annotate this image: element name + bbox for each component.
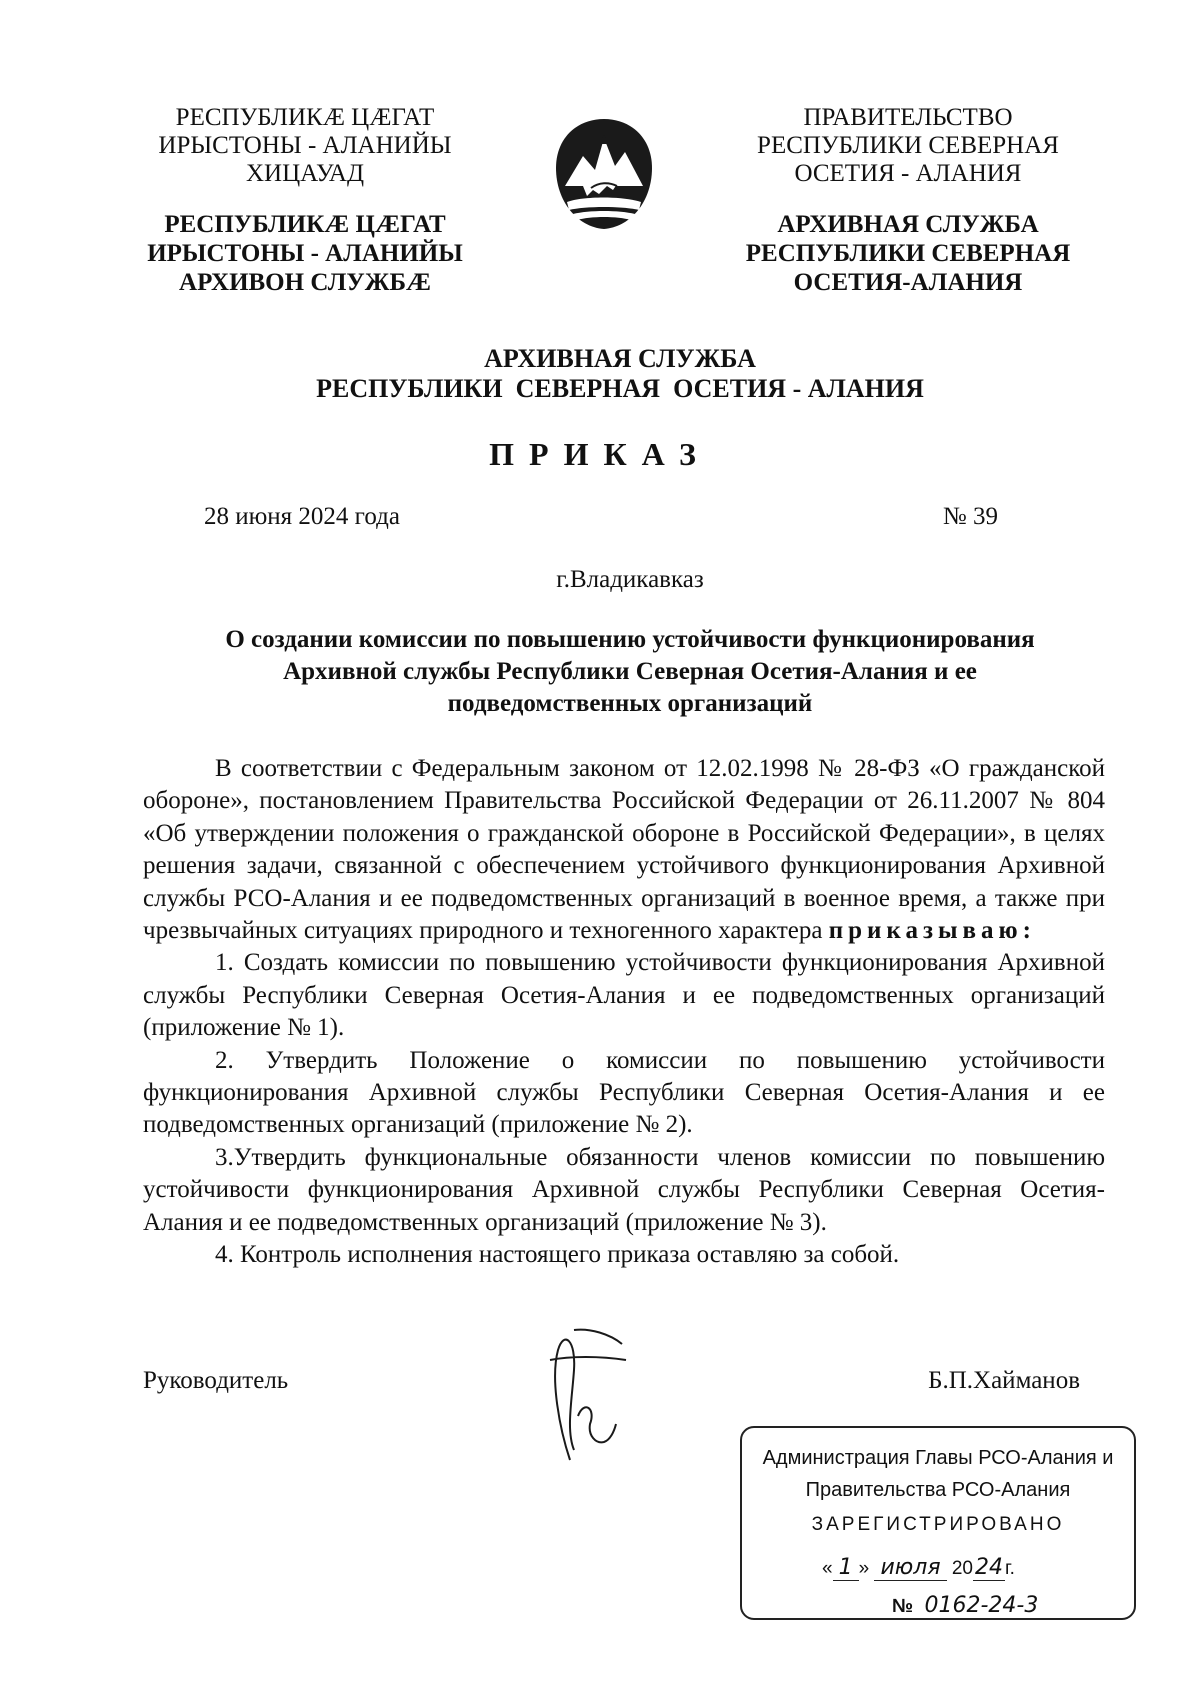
- coat-of-arms-emblem: [553, 116, 655, 232]
- header-right-line2: РЕСПУБЛИКИ СЕВЕРНАЯ: [757, 132, 1059, 159]
- order-item-1: 1. Создать комиссии по повышению устойчивости функционирования Архивной службы Республики Северная Осетия-Алания и ее подведомственных организаций (приложение № 1).: [143, 949, 1105, 1042]
- header-left-line2: ИРЫСТОНЫ - АЛАНИЙЫ: [158, 132, 452, 159]
- stamp-year-prefix: 20: [951, 1558, 973, 1579]
- stamp-organization: [758, 1442, 1118, 1506]
- document-title-line1: О создании комиссии по повышению устойчивости функционирования: [225, 626, 1035, 653]
- stamp-day: 1: [833, 1555, 859, 1581]
- header-right-bold2: РЕСПУБЛИКИ СЕВЕРНАЯ: [745, 240, 1071, 267]
- header-right-bold3: ОСЕТИЯ-АЛАНИЯ: [793, 269, 1023, 296]
- order-city: г.Владикавказ: [556, 566, 704, 593]
- preamble-text: В соответствии с Федеральным законом от 12.02.1998 № 28-ФЗ «О гражданской обороне», постановлением Правительства Российской Федерации от 26.11.2007 № 804 «Об утверждении положения о гражданской обороне в Российской Федерации», в целях решения задачи, связанной с обеспечением устойчивого функционирования Архивной службы РСО-Алания и ее подведомственных организаций в военное время, а также при чрезвычайных ситуациях природного и техногенного характера: [143, 755, 1105, 945]
- registration-stamp: [740, 1426, 1136, 1620]
- stamp-line1: Администрация Главы РСО-Алания и: [762, 1447, 1114, 1469]
- header-left-line3: ХИЦАУАД: [245, 160, 365, 187]
- stamp-number-label: №: [892, 1596, 914, 1617]
- header-left-bold3: АРХИВОН СЛУЖБÆ: [179, 269, 431, 296]
- header-ossetian: [140, 104, 470, 297]
- signatory-name: Б.П.Хайманов: [928, 1367, 1080, 1394]
- header-right-line1: ПРАВИТЕЛЬСТВО: [803, 104, 1013, 131]
- order-item-2: 2. Утвердить Положение о комиссии по повышению устойчивости функционирования Архивной службы Республики Северная Осетия-Алания и ее подведомственных организаций (приложение № 2).: [143, 1046, 1105, 1139]
- order-item-4: 4. Контроль исполнения настоящего приказа оставляю за собой.: [215, 1241, 900, 1269]
- document-title: [150, 624, 1110, 720]
- stamp-number: 0162-24-3: [918, 1593, 1044, 1619]
- header-right-bold1: АРХИВНАЯ СЛУЖБА: [777, 211, 1039, 238]
- document-title-line3: подведомственных организаций: [447, 690, 813, 717]
- preamble-paragraph: [143, 753, 1105, 947]
- header-right-line3: ОСЕТИЯ - АЛАНИЯ: [794, 160, 1022, 187]
- order-item-3: 3.Утвердить функциональные обязанности членов комиссии по повышению устойчивости функционирования Архивной службы Республики Северная Осетия-Алания и ее подведомственных организаций (приложение № 3).: [143, 1143, 1105, 1236]
- stamp-line2: Правительства РСО-Алания: [805, 1479, 1071, 1501]
- organization-title: [200, 344, 1040, 404]
- organization-title-line2: РЕСПУБЛИКИ СЕВЕРНАЯ ОСЕТИЯ - АЛАНИЯ: [316, 374, 924, 403]
- stamp-date: « 1 » июля 2024 г.: [822, 1555, 1015, 1580]
- order-verb: приказываю:: [828, 917, 1036, 945]
- header-left-bold1: РЕСПУБЛИКÆ ЦÆГАТ: [164, 211, 446, 238]
- stamp-registration-number: [892, 1593, 1044, 1618]
- header-russian: [738, 104, 1078, 297]
- order-date: 28 июня 2024 года: [204, 503, 400, 530]
- signatory-role: Руководитель: [143, 1367, 289, 1394]
- stamp-year-suffix: 24: [974, 1555, 1003, 1580]
- stamp-year-unit: г.: [1004, 1558, 1015, 1579]
- header-left-line1: РЕСПУБЛИКÆ ЦÆГАТ: [175, 104, 435, 131]
- stamp-status: ЗАРЕГИСТРИРОВАНО: [811, 1514, 1065, 1535]
- header-left-bold2: ИРЫСТОНЫ - АЛАНИЙЫ: [147, 240, 463, 267]
- handwritten-signature: [530, 1320, 660, 1470]
- stamp-month: июля: [874, 1555, 946, 1581]
- order-number: № 39: [942, 503, 998, 530]
- order-heading: ПРИКАЗ: [489, 436, 711, 472]
- document-body: [143, 753, 1105, 1272]
- organization-title-line1: АРХИВНАЯ СЛУЖБА: [484, 344, 756, 373]
- document-title-line2: Архивной службы Республики Северная Осетия-Алания и ее: [283, 658, 977, 685]
